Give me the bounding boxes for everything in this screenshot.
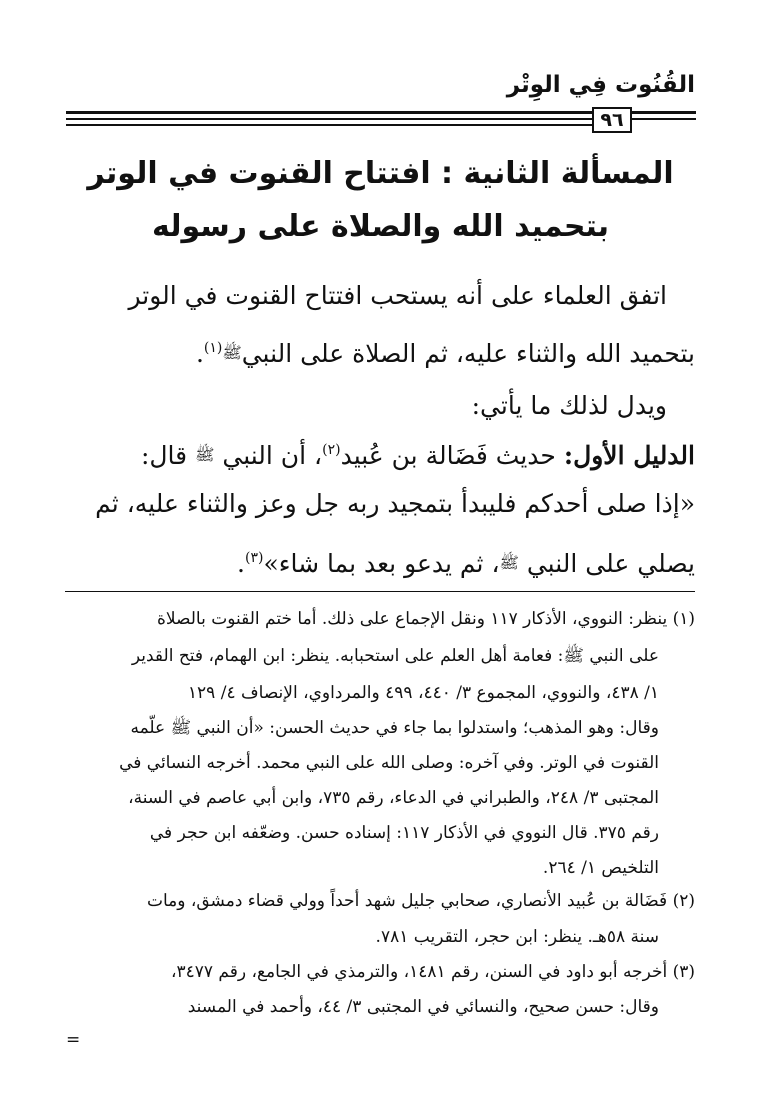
footnote-1-line-6: المجتبى ٣/ ٢٤٨، والطبراني في الدعاء، رقم ٧٣٥، وابن أبي عاصم في السنة، (128, 788, 659, 808)
footnote-continuation-mark: = (66, 1030, 81, 1050)
evidence-heading: الدليل الأول: (563, 441, 695, 470)
section-title-line-1: المسألة الثانية : افتتاح القنوت في الوتر (87, 156, 674, 191)
body-line-6-text-a: يصلي على النبي (518, 549, 695, 578)
header-rule-thin-lower (66, 124, 626, 126)
body-line-4 (65, 430, 695, 476)
footnote-1-line-1: (١) ينظر: النووي، الأذكار ١١٧ ونقل الإجماع على ذلك. أما ختم القنوت بالصلاة (156, 609, 695, 629)
section-title-line-2: بتحميد الله والصلاة على رسوله (152, 209, 609, 244)
running-header: القُنُوت فِي الوِتْر (506, 72, 695, 98)
footnote-3-line-1: (٣) أخرجه أبو داود في السنن، رقم ١٤٨١، والترمذي في الجامع، رقم ٣٤٧٧، (170, 962, 695, 982)
page-number: ٩٦ (592, 107, 632, 133)
footnote-3-line-2: وقال: حسن صحيح، والنسائي في المجتبى ٣/ ٤٤، وأحمد في المسند (187, 997, 659, 1017)
footnote-1-line-2: على النبي ﷺ: فعامة أهل العلم على استحبابه. ينظر: ابن الهمام، فتح القدير (131, 646, 659, 666)
footnote-ref-3: (٣) (244, 550, 264, 566)
footnote-1-line-8: التلخيص ١/ ٢٦٤. (542, 858, 659, 878)
body-line-6 (65, 538, 695, 584)
footnote-ref-1: (١) (203, 340, 223, 356)
body-line-3: ويدل لذلك ما يأتي: (471, 391, 667, 420)
body-line-4-text-c: قال: (140, 441, 196, 470)
body-line-2-end: . (195, 339, 204, 368)
footnote-2-line-1: (٢) فَضَالة بن عُبيد الأنصاري، صحابي جليل شهد أحداً وولي قضاء دمشق، ومات (146, 891, 695, 911)
body-line-6-end: . (237, 549, 245, 578)
honorific-mark: ﷺ (222, 343, 242, 362)
honorific-mark: ﷺ (195, 445, 215, 464)
footnote-separator (65, 591, 695, 592)
body-line-2 (65, 328, 695, 374)
footnote-ref-2: (٢) (322, 442, 341, 458)
body-line-4-text-a: حديث فَضَالة بن عُبيد (340, 441, 564, 470)
body-line-5: «إذا صلى أحدكم فليبدأ بتمجيد ربه جل وعز والثناء عليه، ثم (95, 489, 695, 518)
body-line-1: اتفق العلماء على أنه يستحب افتتاح القنوت في الوتر (128, 281, 667, 310)
footnote-2-line-2: سنة ٥٨هـ. ينظر: ابن حجر، التقريب ٧٨١. (375, 927, 659, 947)
footnote-1-line-4: وقال: وهو المذهب؛ واستدلوا بما جاء في حديث الحسن: «أن النبي ﷺ علّمه (130, 718, 659, 738)
footnote-1-line-5: القنوت في الوتر. وفي آخره: وصلى الله على النبي محمد. أخرجه النسائي في (119, 753, 659, 773)
body-line-6-text-b: ، ثم يدعو بعد بما شاء» (263, 549, 500, 578)
body-line-4-text-b: ، أن النبي (214, 441, 323, 470)
body-line-2-text: بتحميد الله والثناء عليه، ثم الصلاة على النبي (241, 339, 695, 368)
honorific-mark: ﷺ (499, 553, 519, 572)
footnote-1-line-3: ١/ ٤٣٨، والنووي، المجموع ٣/ ٤٤٠، ٤٩٩ والمرداوي، الإنصاف ٤/ ١٢٩ (187, 683, 659, 703)
footnote-1-line-7: رقم ٣٧٥. قال النووي في الأذكار ١١٧: إسناده حسن. وضعّفه ابن حجر في (149, 823, 659, 843)
